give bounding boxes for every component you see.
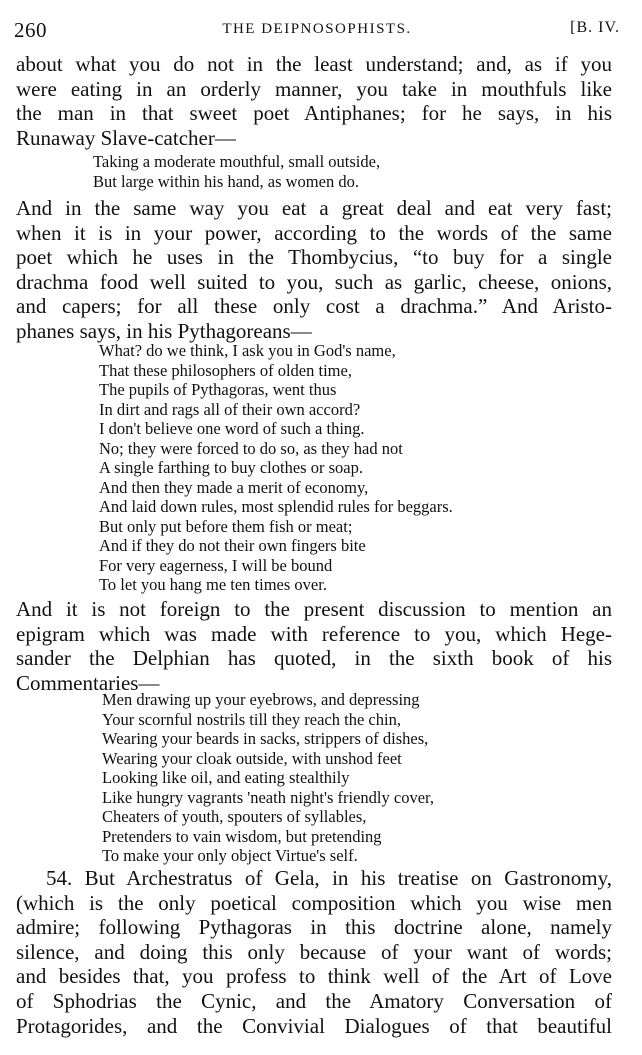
verse-line: I don't believe one word of such a thing. <box>99 419 365 438</box>
verse-line: But only put before them fish or meat; <box>99 516 353 536</box>
verse-line: Like hungry vagrants 'neath night's friendly cover, <box>102 787 434 807</box>
prose-line: Commentaries— <box>16 670 160 695</box>
prose-line: about what you do not in the least understand; and, as if you <box>16 52 612 76</box>
prose-line: when it is in your power, according to the words of the same <box>16 220 612 245</box>
verse-line: Looking like oil, and eating stealthily <box>102 768 350 787</box>
prose-line: were eating in an orderly manner, you take in mouthfuls like <box>16 76 612 101</box>
verse-line: No; they were forced to do so, as they had not <box>99 438 403 458</box>
verse-line: A single farthing to buy clothes or soap. <box>99 458 363 477</box>
verse-quote-2 <box>99 341 613 595</box>
verse-line: Taking a moderate mouthful, small outside, <box>93 152 381 171</box>
verse-line: Men drawing up your eyebrows, and depressing <box>102 690 420 709</box>
prose-line: 54. But Archestratus of Gela, in his treatise on Gastronomy, <box>46 866 612 890</box>
verse-line: Cheaters of youth, spouters of syllables, <box>102 807 367 826</box>
paragraph-2 <box>16 196 612 344</box>
verse-line: To let you hang me ten times over. <box>99 575 327 594</box>
prose-line: drachma food well suited to you, such as garlic, cheese, onions, <box>16 269 612 294</box>
prose-line: the man in that sweet poet Antiphanes; for he says, in his <box>16 101 612 126</box>
prose-line: And in the same way you eat a great deal and eat very fast; <box>16 196 612 220</box>
paragraph-3 <box>16 597 612 695</box>
verse-quote-3 <box>102 690 613 866</box>
verse-line: Your scornful nostrils till they reach the chin, <box>102 709 401 729</box>
verse-line: But large within his hand, as women do. <box>93 171 359 191</box>
book-reference: [B. IV. <box>570 19 620 36</box>
running-title: THE DEIPNOSOPHISTS. <box>222 21 412 37</box>
paragraph-1 <box>16 52 612 150</box>
prose-line: poet which he uses in the Thombycius, “to buy for a single <box>16 245 612 270</box>
prose-line: sander the Delphian has quoted, in the sixth book of his <box>16 646 612 671</box>
verse-line: Pretenders to vain wisdom, but pretending <box>102 826 382 846</box>
verse-line: The pupils of Pythagoras, went thus <box>99 380 337 399</box>
verse-line: Wearing your beards in sacks, strippers of dishes, <box>102 729 429 748</box>
prose-line: And it is not foreign to the present discussion to mention an <box>16 597 612 621</box>
verse-quote-1 <box>93 152 613 191</box>
prose-line: and besides that, you profess to think well of the Art of Love <box>16 964 612 989</box>
prose-line: admire; following Pythagoras in this doctrine alone, namely <box>16 915 612 940</box>
prose-line: Runaway Slave-catcher— <box>16 125 236 150</box>
prose-line: silence, and doing this only because of your want of words; <box>16 939 612 964</box>
verse-line: Wearing your cloak outside, with unshod feet <box>102 748 402 768</box>
prose-line: epigram which was made with reference to you, which Hege- <box>16 621 612 646</box>
verse-line: To make your only object Virtue's self. <box>102 846 358 865</box>
prose-line: (which is the only poetical composition which you wise men <box>16 890 612 915</box>
page-number: 260 <box>14 18 47 42</box>
verse-line: For very eagerness, I will be bound <box>99 555 333 575</box>
paragraph-4 <box>16 866 612 1038</box>
prose-line: Protagorides, and the Convivial Dialogues of that beautiful <box>16 1013 612 1038</box>
verse-line: What? do we think, I ask you in God's name, <box>99 341 396 360</box>
prose-line: of Sphodrias the Cynic, and the Amatory Conversation of <box>16 988 612 1013</box>
prose-line: phanes says, in his Pythagoreans— <box>16 318 312 343</box>
prose-line: and capers; for all these only cost a drachma.” And Aristo- <box>16 294 612 319</box>
verse-line: In dirt and rags all of their own accord? <box>99 399 361 419</box>
page-header <box>14 18 620 44</box>
verse-line: That these philosophers of olden time, <box>99 360 352 380</box>
verse-line: And then they made a merit of economy, <box>99 477 369 497</box>
verse-line: And laid down rules, most splendid rules for beggars. <box>99 497 453 516</box>
verse-line: And if they do not their own fingers bite <box>99 536 366 555</box>
